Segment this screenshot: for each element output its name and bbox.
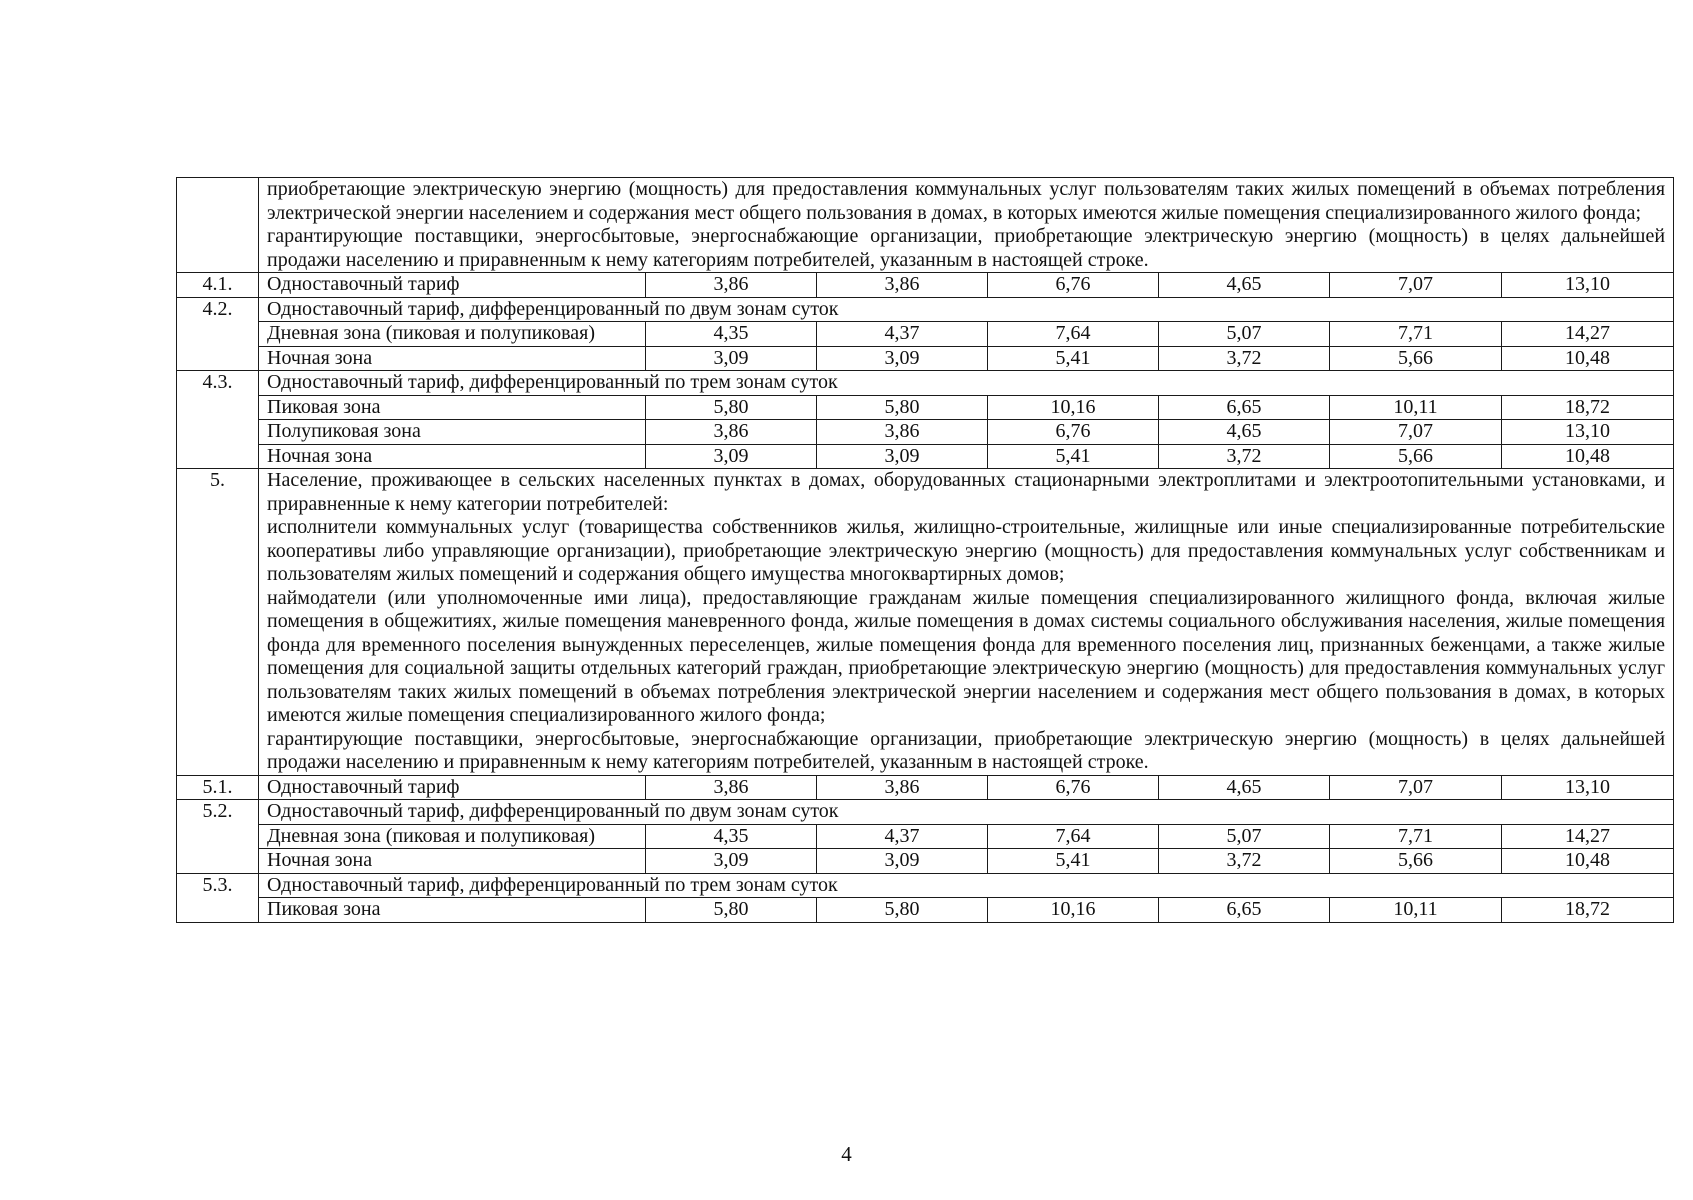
table-row [177, 898, 1674, 923]
tariff-value-cell: 6,76 [988, 273, 1159, 298]
tariff-value-cell: 13,10 [1502, 273, 1674, 298]
table-row [177, 371, 1674, 396]
tariff-group-label: Одноставочный тариф, дифференцированный по двум зонам суток [259, 297, 1674, 322]
tariff-value-cell: 3,86 [646, 420, 817, 445]
table-row [177, 395, 1674, 420]
tariff-value-cell: 5,66 [1330, 346, 1502, 371]
tariff-value-cell: 3,09 [646, 849, 817, 874]
tariff-value-cell: 3,86 [646, 775, 817, 800]
tariff-value-cell: 3,72 [1159, 849, 1330, 874]
description-paragraph: наймодатели (или уполномоченные ими лица), предоставляющие гражданам жилые помещения специализированного жилищного фонда, включая жилые помещения в общежитиях, жилые помещения маневренного фонда, жилые помещения в домах системы социального обслуживания населения, жилые помещения фонда для временного поселения вынужденных переселенцев, жилые помещения фонда для временного поселения лиц, признанных беженцами, а также жилые помещения для социальной защиты отдельных категорий граждан, приобретающие электрическую энергию (мощность) для предоставления коммунальных услуг пользователям таких жилых помещений в объемах потребления электрической энергии населением и содержания мест общего пользования в домах, в которых имеются жилые помещения специализированного жилого фонда; [267, 586, 1666, 726]
tariff-value-cell: 3,09 [817, 346, 988, 371]
zone-label: Дневная зона (пиковая и полупиковая) [259, 824, 646, 849]
tariff-value-cell: 18,72 [1502, 898, 1674, 923]
tariff-value-cell: 5,41 [988, 849, 1159, 874]
tariff-value-cell: 13,10 [1502, 420, 1674, 445]
description-paragraph: гарантирующие поставщики, энергосбытовые, энергоснабжающие организации, приобретающие электрическую энергию (мощность) в целях дальнейшей продажи населению и приравненным к нему категориям потребителей, указанным в настоящей строке. [267, 225, 1666, 271]
tariff-value-cell: 3,09 [817, 444, 988, 469]
tariff-group-label: Одноставочный тариф, дифференцированный по трем зонам суток [259, 873, 1674, 898]
zone-label: Ночная зона [259, 849, 646, 874]
tariff-value-cell: 5,41 [988, 444, 1159, 469]
description-paragraph: приобретающие электрическую энергию (мощность) для предоставления коммунальных услуг пользователям таких жилых помещений в объемах потребления электрической энергии населением и содержания мест общего пользования в домах, в которых имеются жилые помещения специализированного жилого фонда; [267, 178, 1666, 224]
table-row [177, 469, 1674, 776]
table-row [177, 420, 1674, 445]
tariff-value-cell: 5,80 [646, 898, 817, 923]
tariff-value-cell: 6,76 [988, 420, 1159, 445]
row-number-cell: 5.2. [177, 800, 259, 874]
row-number-cell: 5. [177, 469, 259, 776]
tariff-value-cell: 7,71 [1330, 824, 1502, 849]
tariff-value-cell: 7,07 [1330, 273, 1502, 298]
tariff-value-cell: 7,64 [988, 322, 1159, 347]
tariff-value-cell: 13,10 [1502, 775, 1674, 800]
tariff-value-cell: 5,80 [646, 395, 817, 420]
tariff-value-cell: 6,76 [988, 775, 1159, 800]
tariff-value-cell: 10,11 [1330, 395, 1502, 420]
tariff-value-cell: 3,86 [817, 420, 988, 445]
table-row [177, 273, 1674, 298]
table-row [177, 873, 1674, 898]
table-row-continuation [177, 178, 1674, 273]
tariff-value-cell: 5,07 [1159, 322, 1330, 347]
row-number-cell: 4.2. [177, 297, 259, 371]
table-row [177, 775, 1674, 800]
row-number-cell: 4.1. [177, 273, 259, 298]
tariff-label: Одноставочный тариф [259, 273, 646, 298]
table-row [177, 800, 1674, 825]
tariff-value-cell: 5,07 [1159, 824, 1330, 849]
row-number-cell: 5.3. [177, 873, 259, 922]
tariff-value-cell: 3,09 [817, 849, 988, 874]
tariff-value-cell: 7,64 [988, 824, 1159, 849]
zone-label: Полупиковая зона [259, 420, 646, 445]
tariff-value-cell: 14,27 [1502, 824, 1674, 849]
tariff-value-cell: 10,48 [1502, 444, 1674, 469]
row-number-cell [177, 178, 259, 273]
table-row [177, 297, 1674, 322]
tariff-value-cell: 4,65 [1159, 273, 1330, 298]
tariff-value-cell: 10,16 [988, 395, 1159, 420]
table-row [177, 322, 1674, 347]
table-row [177, 346, 1674, 371]
row-number-cell: 4.3. [177, 371, 259, 469]
row-number-cell: 5.1. [177, 775, 259, 800]
tariff-value-cell: 6,65 [1159, 898, 1330, 923]
tariff-value-cell: 3,86 [817, 273, 988, 298]
tariff-value-cell: 5,66 [1330, 849, 1502, 874]
tariff-value-cell: 3,72 [1159, 346, 1330, 371]
tariff-value-cell: 14,27 [1502, 322, 1674, 347]
tariff-value-cell: 7,07 [1330, 420, 1502, 445]
description-paragraph: исполнители коммунальных услуг (товарищества собственников жилья, жилищно-строительные, жилищные или иные специализированные потребительские кооперативы либо управляющие организации), приобретающие электрическую энергию (мощность) для предоставления коммунальных услуг собственникам и пользователям жилых помещений и содержания общего имущества многоквартирных домов; [267, 516, 1666, 585]
tariff-value-cell: 3,09 [646, 444, 817, 469]
tariff-value-cell: 10,16 [988, 898, 1159, 923]
zone-label: Пиковая зона [259, 395, 646, 420]
page-number: 4 [841, 1142, 852, 1166]
tariff-value-cell: 3,72 [1159, 444, 1330, 469]
tariff-value-cell: 4,65 [1159, 420, 1330, 445]
tariff-value-cell: 10,48 [1502, 849, 1674, 874]
tariff-value-cell: 7,71 [1330, 322, 1502, 347]
tariff-group-label: Одноставочный тариф, дифференцированный по двум зонам суток [259, 800, 1674, 825]
zone-label: Пиковая зона [259, 898, 646, 923]
table-row [177, 824, 1674, 849]
tariff-value-cell: 4,65 [1159, 775, 1330, 800]
zone-label: Ночная зона [259, 346, 646, 371]
tariff-value-cell: 5,80 [817, 395, 988, 420]
consumer-description-cell [259, 178, 1674, 273]
zone-label: Дневная зона (пиковая и полупиковая) [259, 322, 646, 347]
tariff-group-label: Одноставочный тариф, дифференцированный по трем зонам суток [259, 371, 1674, 396]
tariff-value-cell: 10,11 [1330, 898, 1502, 923]
tariff-value-cell: 4,37 [817, 322, 988, 347]
description-paragraph: гарантирующие поставщики, энергосбытовые, энергоснабжающие организации, приобретающие электрическую энергию (мощность) в целях дальнейшей продажи населению и приравненным к нему категориям потребителей, указанным в настоящей строке. [267, 727, 1666, 773]
tariff-value-cell: 7,07 [1330, 775, 1502, 800]
consumer-description-cell [259, 469, 1674, 776]
tariff-label: Одноставочный тариф [259, 775, 646, 800]
description-paragraph: Население, проживающее в сельских населенных пунктах в домах, оборудованных стационарными электроплитами и электроотопительными установками, и приравненные к нему категории потребителей: [267, 469, 1666, 515]
table-row [177, 849, 1674, 874]
tariff-table [176, 177, 1674, 923]
tariff-value-cell: 4,35 [646, 824, 817, 849]
tariff-value-cell: 3,09 [646, 346, 817, 371]
tariff-value-cell: 10,48 [1502, 346, 1674, 371]
tariff-value-cell: 5,80 [817, 898, 988, 923]
tariff-value-cell: 4,37 [817, 824, 988, 849]
tariff-value-cell: 5,66 [1330, 444, 1502, 469]
tariff-value-cell: 5,41 [988, 346, 1159, 371]
tariff-value-cell: 6,65 [1159, 395, 1330, 420]
tariff-value-cell: 3,86 [817, 775, 988, 800]
tariff-value-cell: 4,35 [646, 322, 817, 347]
tariff-value-cell: 18,72 [1502, 395, 1674, 420]
table-row [177, 444, 1674, 469]
zone-label: Ночная зона [259, 444, 646, 469]
tariff-table-body [177, 178, 1674, 923]
tariff-value-cell: 3,86 [646, 273, 817, 298]
